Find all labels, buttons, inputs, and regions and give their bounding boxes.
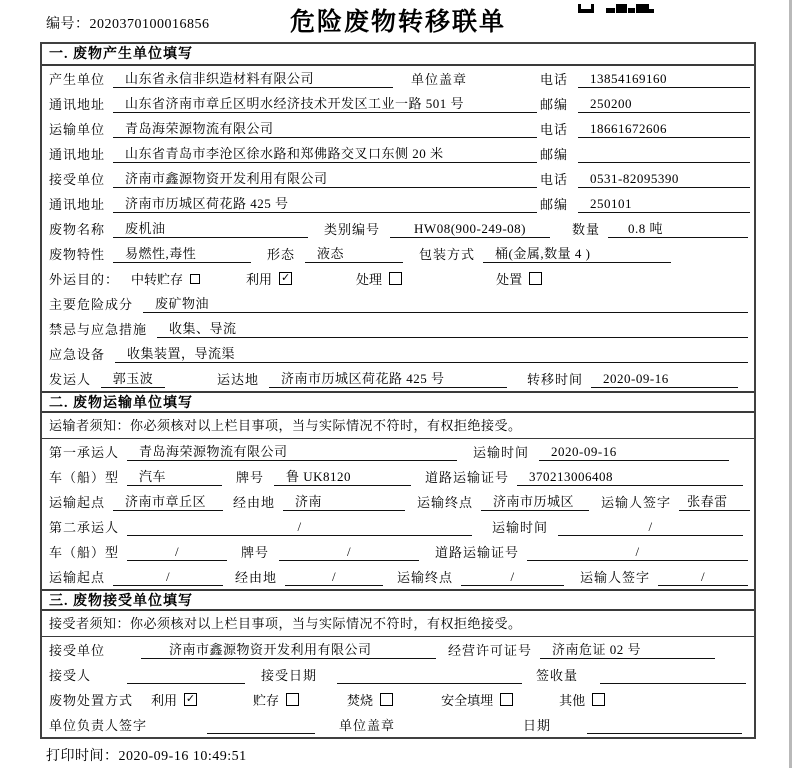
- route-end-label: 运输终点: [417, 495, 474, 510]
- disposal-option-landfill: [441, 690, 513, 709]
- road-permit-label: 道路运输证号: [425, 470, 510, 485]
- waste-name: 废机油: [113, 221, 308, 238]
- unit-seal-label: 单位盖章: [339, 718, 396, 733]
- destination-label: 运达地: [217, 372, 260, 387]
- transporter-label: 运输单位: [49, 122, 106, 137]
- responsible-sign-row: [42, 712, 754, 737]
- option-label: 处理: [356, 272, 383, 287]
- section3-header: 三. 废物接受单位填写: [42, 589, 754, 611]
- option-label: 安全填埋: [441, 693, 494, 708]
- transporter-phone: 18661672606: [578, 121, 750, 138]
- category-code-label: 类别编号: [324, 222, 381, 237]
- print-time-value: 2020-09-16 10:49:51: [118, 749, 247, 764]
- transporter-row: [42, 116, 754, 141]
- hazard-value: 废矿物油: [143, 296, 748, 313]
- print-time-line: [46, 745, 247, 765]
- equipment-value: 收集装置，导流渠: [115, 346, 748, 363]
- category-code: HW08(900-249-08): [390, 221, 550, 238]
- waste-name-row: [42, 216, 754, 241]
- transfer-time-label: 转移时间: [527, 372, 584, 387]
- emergency-equipment-row: [42, 341, 754, 366]
- transport-time-label: 运输时间: [492, 520, 549, 535]
- transporter-notice: 运输者须知：你必须核对以上栏目事项，当与实际情况不符时，有权拒绝接受。: [42, 413, 754, 439]
- responsible-sign-label: 单位负责人签字: [49, 718, 148, 733]
- license-label: 经营许可证号: [448, 643, 533, 658]
- traits-value: 易燃性,毒性: [113, 246, 251, 263]
- producer-label: 产生单位: [49, 72, 106, 87]
- packing-label: 包装方式: [419, 247, 476, 262]
- route-start2: /: [113, 569, 223, 586]
- first-carrier-label: 第一承运人: [49, 445, 120, 460]
- hazard-label: 主要危险成分: [49, 297, 134, 312]
- address-label: 通讯地址: [49, 197, 106, 212]
- road-permit-label: 道路运输证号: [435, 545, 520, 560]
- receiver-zip: 250101: [578, 196, 750, 213]
- route-end-label: 运输终点: [397, 570, 454, 585]
- carrier-sign-label: 运输人签字: [580, 570, 651, 585]
- transport-time2: /: [558, 519, 743, 536]
- serial-number: 2020370100016856: [89, 17, 210, 32]
- signed-qty-label: 签收量: [536, 668, 579, 683]
- carrier-signature2: /: [658, 569, 748, 586]
- producer-row: [42, 66, 754, 91]
- road-permit-number2: /: [527, 544, 748, 561]
- transporter-value: 青岛海荣源物流有限公司: [113, 121, 537, 138]
- print-time-label: 打印时间：: [46, 749, 119, 764]
- checkbox-incinerate: [380, 693, 393, 706]
- plate-number: 鲁 UK8120: [274, 469, 411, 486]
- section2-header: 二. 废物运输单位填写: [42, 391, 754, 413]
- receiver-row: [42, 166, 754, 191]
- first-carrier-row: [42, 439, 754, 464]
- second-carrier-label: 第二承运人: [49, 520, 120, 535]
- plate-number2: /: [279, 544, 419, 561]
- taboo-label: 禁忌与应急措施: [49, 322, 148, 337]
- via-label: 经由地: [235, 570, 278, 585]
- transport-time-label: 运输时间: [473, 445, 530, 460]
- waste-traits-row: [42, 241, 754, 266]
- second-carrier-value: /: [127, 519, 472, 536]
- route2-row: [42, 564, 754, 589]
- acceptor-label: 接受人: [49, 668, 92, 683]
- purpose-option-treat: [356, 269, 402, 288]
- road-permit-number: 370213006408: [517, 469, 743, 486]
- packing-value: 桶(金属,数量 4 ): [483, 246, 671, 263]
- acceptor-name: [127, 667, 245, 684]
- disposal-option-incinerate: [347, 690, 393, 709]
- phone-label: 电话: [539, 72, 568, 87]
- option-label: 利用: [246, 272, 273, 287]
- address-label: 通讯地址: [49, 147, 106, 162]
- carrier-signature: 张春雷: [679, 494, 750, 511]
- checkbox-utilize2: ✓: [185, 692, 196, 705]
- route-start: 济南市章丘区: [113, 494, 223, 511]
- plate-label: 牌号: [241, 545, 270, 560]
- purpose-option-transfer-storage: [131, 269, 200, 288]
- route-start-label: 运输起点: [49, 570, 106, 585]
- option-label: 利用: [151, 693, 178, 708]
- form-value: 液态: [305, 246, 403, 263]
- disposal-method-row: [42, 687, 754, 712]
- checkbox-dispose: [529, 272, 542, 285]
- license-number: 济南危证 02 号: [540, 642, 715, 659]
- producer-address: 山东省济南市章丘区明水经济技术开发区工业一路 501 号: [113, 96, 537, 113]
- route-end2: /: [461, 569, 564, 586]
- route-end: 济南市历城区: [481, 494, 589, 511]
- zip-label: 邮编: [539, 147, 568, 162]
- receiver-phone: 0531-82095390: [578, 171, 750, 188]
- sign-date: [587, 717, 742, 734]
- page-edge-line: [789, 0, 792, 768]
- checkbox-treat: [389, 272, 402, 285]
- vehicle2-row: [42, 539, 754, 564]
- traits-label: 废物特性: [49, 247, 106, 262]
- waste-name-label: 废物名称: [49, 222, 106, 237]
- page-title: 危险废物转移联单: [289, 9, 506, 36]
- route1-row: [42, 489, 754, 514]
- accept-unit-label: 接受单位: [49, 643, 106, 658]
- disposal-option-other: [559, 690, 605, 709]
- zip-label: 邮编: [539, 197, 568, 212]
- receiver-address-row: [42, 191, 754, 216]
- checkbox-landfill: [500, 693, 513, 706]
- checkbox-other: [592, 693, 605, 706]
- transport-time: 2020-09-16: [539, 444, 729, 461]
- qr-code-fragment-icon: [578, 0, 654, 18]
- responsible-signature: [207, 717, 315, 734]
- plate-label: 牌号: [236, 470, 265, 485]
- option-label: 贮存: [253, 693, 280, 708]
- second-carrier-row: [42, 514, 754, 539]
- transporter-address: 山东省青岛市李沧区徐水路和郑佛路交叉口东侧 20 米: [113, 146, 537, 163]
- accept-unit-row: [42, 637, 754, 662]
- receiver-address: 济南市历城区荷花路 425 号: [113, 196, 537, 213]
- seal-label: 单位盖章: [411, 72, 468, 87]
- via-value: 济南: [283, 494, 405, 511]
- quantity-label: 数量: [572, 222, 601, 237]
- zip-label: 邮编: [539, 97, 568, 112]
- option-label: 中转贮存: [131, 272, 184, 287]
- quantity-value: 0.8 吨: [608, 221, 748, 238]
- purpose-row: [42, 266, 754, 291]
- vehicle-type2: /: [127, 544, 227, 561]
- disposal-option-utilize: [151, 690, 197, 709]
- hazard-component-row: [42, 291, 754, 316]
- signed-qty: [600, 667, 746, 684]
- accept-date-label: 接受日期: [261, 668, 318, 683]
- option-label: 处置: [496, 272, 523, 287]
- acceptor-row: [42, 662, 754, 687]
- receiver-notice: 接受者须知：你必须核对以上栏目事项，当与实际情况不符时，有权拒绝接受。: [42, 611, 754, 637]
- vehicle1-row: [42, 464, 754, 489]
- section1-header: 一. 废物产生单位填写: [42, 44, 754, 66]
- producer-address-row: [42, 91, 754, 116]
- route-start-label: 运输起点: [49, 495, 106, 510]
- option-label: 其他: [559, 693, 586, 708]
- vehicle-type: 汽车: [127, 469, 222, 486]
- phone-label: 电话: [539, 122, 568, 137]
- document-header: [0, 0, 796, 42]
- option-label: 焚烧: [347, 693, 374, 708]
- vehicle-type-label: 车（船）型: [49, 545, 120, 560]
- purpose-option-dispose: [496, 269, 542, 288]
- checkbox-transfer-storage: [190, 274, 200, 284]
- accept-date: [337, 667, 522, 684]
- purpose-label: 外运目的：: [49, 272, 120, 287]
- dispatcher-name: 郭玉波: [101, 371, 165, 388]
- transfer-time: 2020-09-16: [591, 371, 738, 388]
- receiver-label: 接受单位: [49, 172, 106, 187]
- first-carrier-value: 青岛海荣源物流有限公司: [127, 444, 457, 461]
- dispatcher-label: 发运人: [49, 372, 92, 387]
- address-label: 通讯地址: [49, 97, 106, 112]
- producer-phone: 13854169160: [578, 71, 750, 88]
- taboo-value: 收集、导流: [157, 321, 748, 338]
- carrier-sign-label: 运输人签字: [601, 495, 672, 510]
- phone-label: 电话: [539, 172, 568, 187]
- taboo-measures-row: [42, 316, 754, 341]
- checkbox-utilize: ✓: [280, 271, 291, 284]
- equipment-label: 应急设备: [49, 347, 106, 362]
- producer-value: 山东省永信非织造材料有限公司: [113, 71, 393, 88]
- transfer-form-table: [40, 42, 756, 739]
- disposal-option-storage: [253, 690, 299, 709]
- purpose-option-utilize: [246, 269, 292, 288]
- disposal-label: 废物处置方式: [49, 693, 134, 708]
- producer-zip: 250200: [578, 96, 750, 113]
- dispatch-row: [42, 366, 754, 391]
- checkbox-storage: [286, 693, 299, 706]
- receiver-value: 济南市鑫源物资开发利用有限公司: [113, 171, 537, 188]
- date-label: 日期: [523, 718, 552, 733]
- transporter-address-row: [42, 141, 754, 166]
- via-value2: /: [285, 569, 383, 586]
- vehicle-type-label: 车（船）型: [49, 470, 120, 485]
- destination-value: 济南市历城区荷花路 425 号: [269, 371, 507, 388]
- accept-unit-value: 济南市鑫源物资开发利用有限公司: [141, 642, 436, 659]
- serial-label: 编号：: [46, 17, 90, 32]
- via-label: 经由地: [233, 495, 276, 510]
- transporter-zip: [578, 146, 750, 163]
- form-label: 形态: [267, 247, 296, 262]
